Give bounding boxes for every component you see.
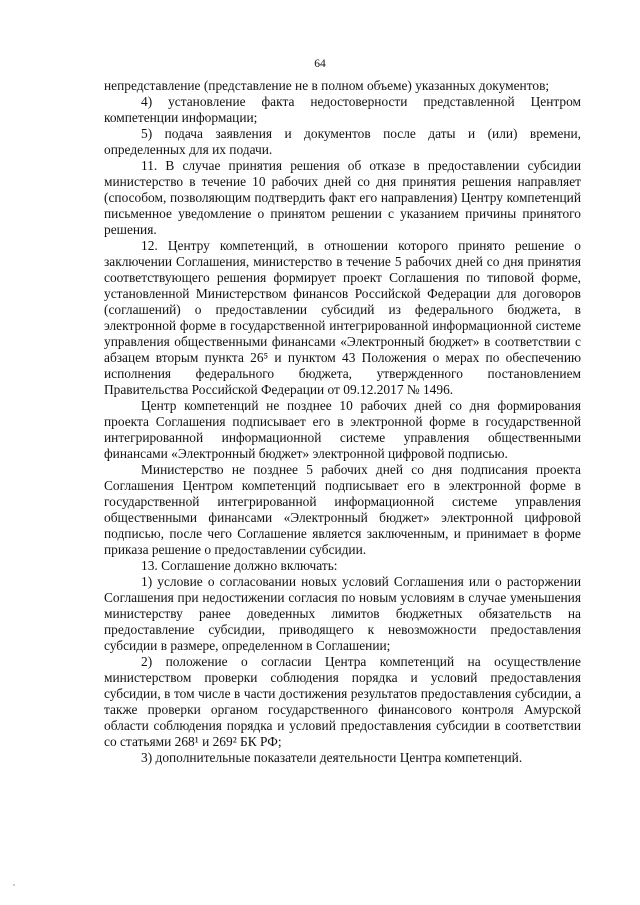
paragraph: 4) установление факта недостоверности представленной Центром компетенции информации;	[104, 94, 581, 125]
paragraph: Центр компетенций не позднее 10 рабочих дней со дня формирования проекта Соглашения подписывает его в электронной форме в государственной интегрированной информационной системе управления общественными финансами «Электронный бюджет» электронной цифровой подписью.	[104, 398, 581, 461]
paragraph: 1) условие о согласовании новых условий Соглашения или о расторжении Соглашения при недостижении согласия по новым условиям в случае уменьшения министерству ранее доведенных лимитов бюджетных обязательств на предоставление субсидии, приводящего к невозможности предоставления субсидии в размере, определенном в Соглашении;	[104, 574, 581, 653]
paragraph: 2) положение о согласии Центра компетенций на осуществление министерством проверки соблюдения порядка и условий предоставления субсидии, в том числе в части достижения результатов предоставления субсидии, а также проверки органом государственного финансового контроля Амурской области соблюдения порядка и условий предоставления субсидии в соответствии со статьями 268¹ и 269² БК РФ;	[104, 654, 581, 749]
paragraph: 12. Центру компетенций, в отношении которого принято решение о заключении Соглашения, министерство в течение 5 рабочих дней со дня принятия соответствующего решения формирует проект Соглашения по типовой форме, установленной Министерством финансов Российской Федерации для договоров (соглашений) о предоставлении субсидий из федерального бюджета, в электронной форме в государственной интегрированной информационной системе управления общественными финансами «Электронный бюджет» в соответствии с абзацем вторым пункта 26⁵ и пунктом 43 Положения о мерах по обеспечению исполнения федерального бюджета, утвержденного постановлением Правительства Российской Федерации от 09.12.2017 № 1496.	[104, 238, 581, 397]
paragraph: 5) подача заявления и документов после даты и (или) времени, определенных для их подачи.	[104, 126, 581, 157]
paragraph: 13. Соглашение должно включать:	[141, 558, 338, 573]
document-body	[104, 78, 581, 766]
page-number: 64	[314, 58, 326, 70]
scan-artifact	[13, 884, 15, 886]
paragraph: 11. В случае принятия решения об отказе в предоставлении субсидии министерство в течение 10 рабочих дней со дня принятия решения направляет (способом, позволяющим подтвердить факт его направления) Центру компетенций письменное уведомление о принятом решении с указанием причины принятого решения.	[104, 158, 581, 237]
paragraph: 3) дополнительные показатели деятельности Центра компетенций.	[141, 750, 523, 765]
paragraph: непредставление (представление не в полном объеме) указанных документов;	[104, 78, 550, 93]
paragraph: Министерство не позднее 5 рабочих дней со дня подписания проекта Соглашения Центром компетенций подписывает его в электронной форме в государственной интегрированной информационной системе управления общественными финансами «Электронный бюджет» электронной цифровой подписью, после чего Соглашение является заключенным, и принимает в форме приказа решение о предоставлении субсидии.	[104, 462, 581, 557]
